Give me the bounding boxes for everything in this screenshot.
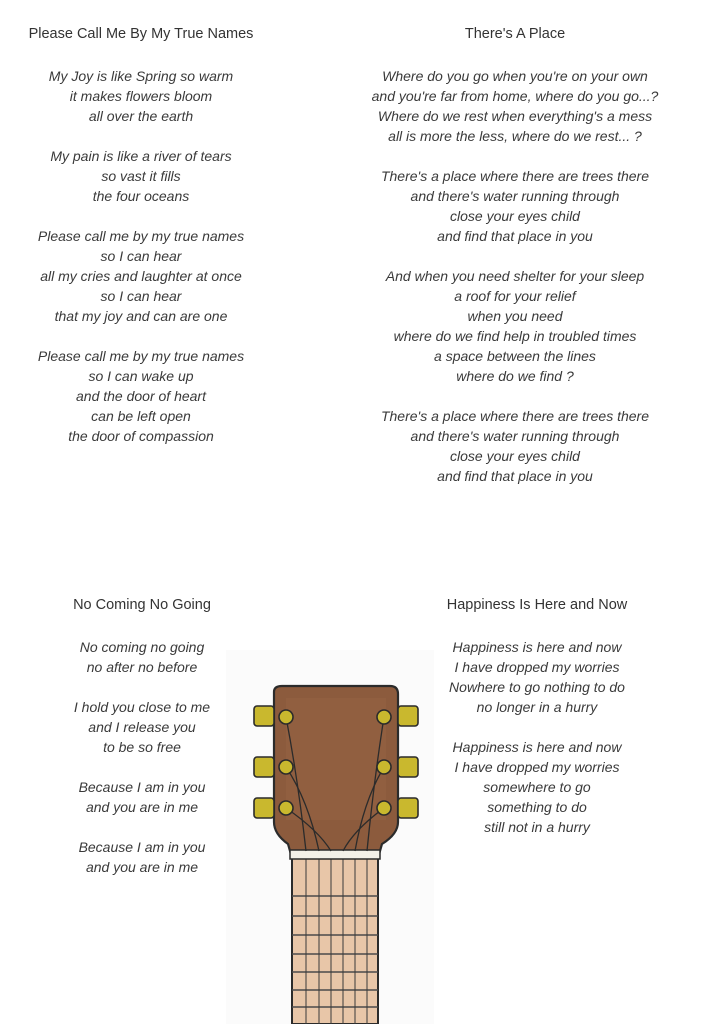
lyric-line: Where do you go when you're on your own [382,68,648,84]
lyric-line: so vast it fills [101,168,181,184]
stanza [26,837,258,877]
stanza [420,737,654,837]
stanza [356,266,674,386]
lyric-line: Because I am in you [78,839,206,855]
stanza [356,406,674,486]
lyric-line: no longer in a hurry [476,699,598,715]
lyric-line: My pain is like a river of tears [50,148,232,164]
song-no-coming-no-going [26,595,258,897]
song-title: Please Call Me By My True Names [28,26,254,42]
lyric-line: to be so free [103,739,181,755]
lyric-line: close your eyes child [450,448,580,464]
lyric-line: Because I am in you [78,779,206,795]
lyric-line: I hold you close to me [73,699,211,715]
lyric-line: and find that place in you [437,468,593,484]
lyric-line: Where do we rest when everything's a mess [377,108,653,124]
lyric-line: Please call me by my true names [37,228,245,244]
song-title: Happiness Is Here and Now [446,597,628,613]
stanza [356,66,674,146]
lyric-line: and the door of heart [76,388,206,404]
lyric-line: somewhere to go [483,779,591,795]
lyric-line: where do we find ? [456,368,574,384]
stanza [10,146,272,206]
lyric-line: My Joy is like Spring so warm [48,68,234,84]
lyric-line: all is more the less, where do we rest... ? [388,128,642,144]
lyric-line: can be left open [91,408,191,424]
lyric-line: There's a place where there are trees there [380,168,650,184]
lyric-line: the door of compassion [68,428,214,444]
lyric-line: that my joy and can are one [54,308,228,324]
lyric-line: something to do [487,799,587,815]
lyric-line: and find that place in you [437,228,593,244]
lyric-line: so I can wake up [88,368,194,384]
lyric-line: where do we find help in troubled times [393,328,637,344]
lyric-line: and there's water running through [410,428,620,444]
lyric-line: and you are in me [85,799,199,815]
song-please-call-me [10,24,272,466]
lyric-line: and there's water running through [410,188,620,204]
song-title: There's A Place [464,26,566,42]
lyric-line: a roof for your relief [454,288,576,304]
lyric-line: no after no before [86,659,198,675]
lyric-line: and you're far from home, where do you go...? [371,88,659,104]
song-happiness-is-here [420,595,654,857]
lyric-line: Please call me by my true names [37,348,245,364]
stanza [356,166,674,246]
stanza [26,777,258,817]
lyric-line: and you are in me [85,859,199,875]
lyric-line: I have dropped my worries [454,759,620,775]
lyric-line: still not in a hurry [484,819,590,835]
stanza [10,346,272,446]
lyric-line: a space between the lines [434,348,596,364]
lyric-line: so I can hear [100,248,182,264]
lyric-line: close your eyes child [450,208,580,224]
guitar-headstock-icon [226,650,434,1024]
lyric-line: so I can hear [100,288,182,304]
song-theres-a-place [356,24,674,506]
stanza [10,226,272,326]
lyric-line: And when you need shelter for your sleep [385,268,645,284]
stanza [26,697,258,757]
stanza [10,66,272,126]
lyric-line: Nowhere to go nothing to do [449,679,625,695]
song-title: No Coming No Going [73,597,211,613]
lyric-line: the four oceans [92,188,190,204]
stanza [420,637,654,717]
lyric-line: Happiness is here and now [452,739,622,755]
lyric-line: No coming no going [79,639,205,655]
lyric-line: it makes flowers bloom [69,88,213,104]
lyric-line: Happiness is here and now [452,639,622,655]
stanza [26,637,258,677]
lyric-line: There's a place where there are trees there [380,408,650,424]
lyric-line: all my cries and laughter at once [40,268,242,284]
lyric-line: when you need [467,308,563,324]
guitar-neck [292,858,378,1024]
lyric-line: all over the earth [88,108,194,124]
lyric-line: and I release you [88,719,196,735]
lyric-line: I have dropped my worries [454,659,620,675]
